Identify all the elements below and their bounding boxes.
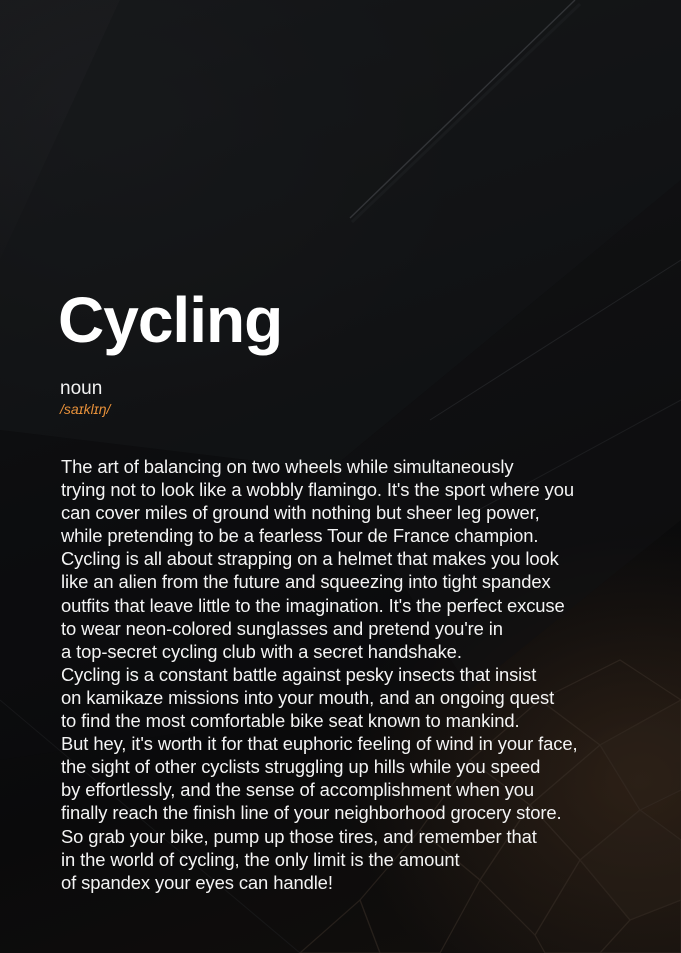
definition-line: Cycling is all about strapping on a helmet that makes you look xyxy=(61,548,559,570)
definition-line: The art of balancing on two wheels while simultaneously xyxy=(61,456,514,477)
definition-line: of spandex your eyes can handle! xyxy=(61,871,333,893)
definition-line: Cycling is a constant battle against pesky insects that insist xyxy=(61,663,537,685)
definition-line: like an alien from the future and squeezing into tight spandex xyxy=(61,571,551,593)
part-of-speech: noun xyxy=(60,378,103,399)
definition-line: trying not to look like a wobbly flamingo. It's the sport where you xyxy=(61,479,575,501)
definition-line: a top-secret cycling club with a secret handshake. xyxy=(61,640,462,662)
entry-word: Cycling xyxy=(58,284,283,356)
definition-line: on kamikaze missions into your mouth, and an ongoing quest xyxy=(61,686,555,708)
definition-line: But hey, it's worth it for that euphoric feeling of wind in your face, xyxy=(61,733,578,755)
pronunciation: /saɪklɪŋ/ xyxy=(60,401,111,417)
definition-line: can cover miles of ground with nothing but sheer leg power, xyxy=(61,502,540,524)
definition-line: by effortlessly, and the sense of accomplishment when you xyxy=(61,779,535,801)
definition-line: to wear neon-colored sunglasses and pretend you're in xyxy=(61,617,503,639)
definition-line: the sight of other cyclists struggling up hills while you speed xyxy=(61,756,541,778)
definition-line: outfits that leave little to the imagination. It's the perfect excuse xyxy=(61,594,565,616)
definition-line: while pretending to be a fearless Tour de France champion. xyxy=(61,525,539,547)
definition-text xyxy=(61,455,661,894)
definition-line: to find the most comfortable bike seat known to mankind. xyxy=(61,710,520,732)
definition-line: finally reach the finish line of your neighborhood grocery store. xyxy=(61,802,562,824)
definition-line: So grab your bike, pump up those tires, and remember that xyxy=(61,825,537,847)
definition-line: in the world of cycling, the only limit is the amount xyxy=(61,848,460,870)
